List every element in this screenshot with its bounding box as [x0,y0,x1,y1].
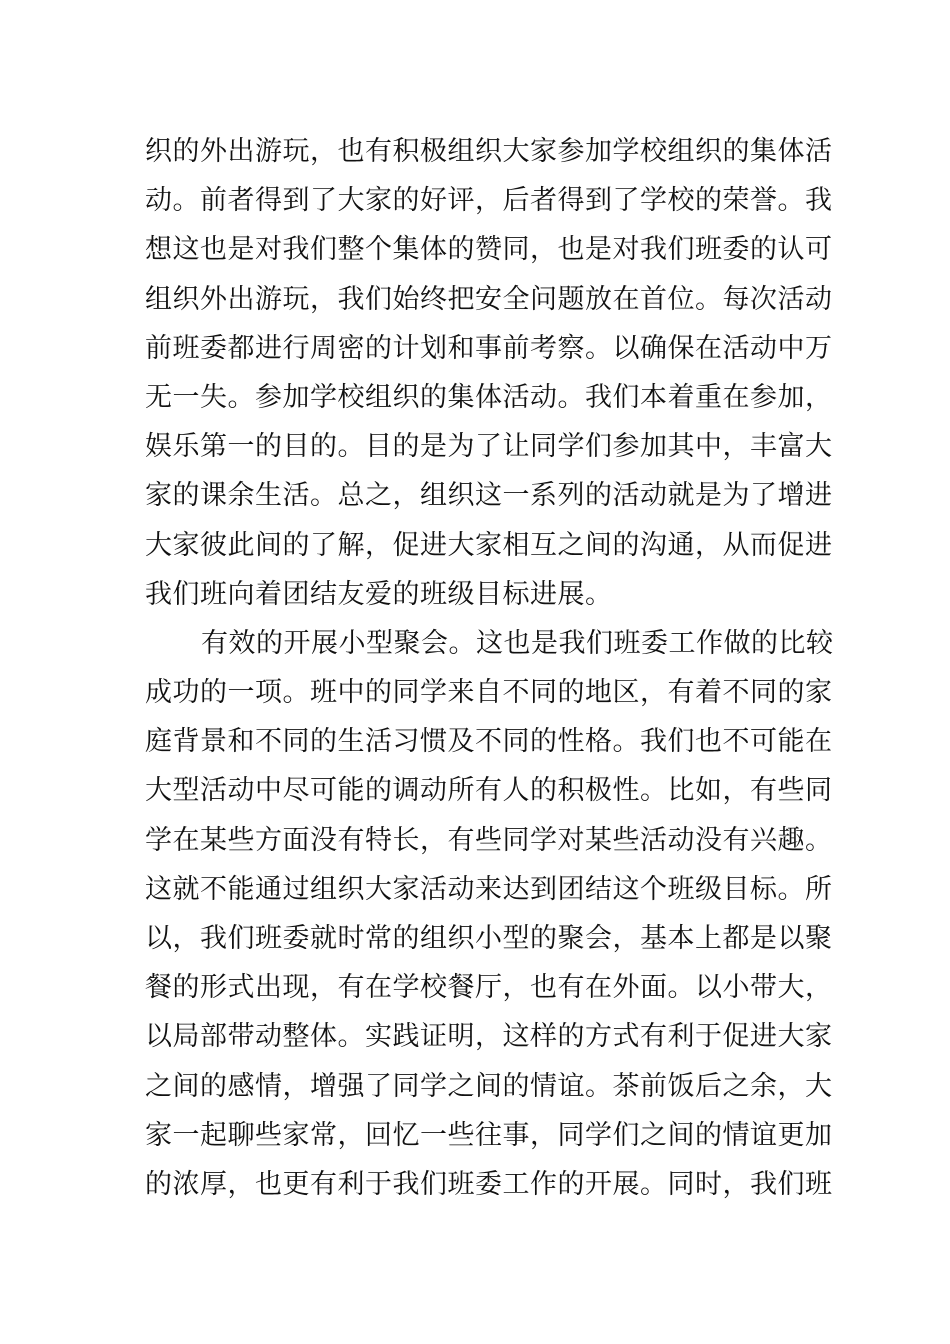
text-line: 娱乐第一的目的。目的是为了让同学们参加其中，丰富大 [145,431,833,463]
text-line: 成功的一项。班中的同学来自不同的地区，有着不同的家 [145,677,833,709]
text-line: 大型活动中尽可能的调动所有人的积极性。比如，有些同 [145,775,833,807]
text-line: 组织外出游玩，我们始终把安全问题放在首位。每次活动 [145,283,833,315]
text-line: 餐的形式出现，有在学校餐厅，也有在外面。以小带大， [145,972,833,1004]
paragraph-first-line: 有效的开展小型聚会。这也是我们班委工作做的比较 [201,627,834,659]
text-line: 想这也是对我们整个集体的赞同，也是对我们班委的认可 [145,234,833,266]
text-line: 的浓厚，也更有利于我们班委工作的开展。同时，我们班 [145,1168,833,1200]
text-line: 大家彼此间的了解，促进大家相互之间的沟通，从而促进 [145,529,833,561]
text-line: 无一失。参加学校组织的集体活动。我们本着重在参加， [145,381,833,413]
text-line: 前班委都进行周密的计划和事前考察。以确保在活动中万 [145,332,833,364]
text-line: 以，我们班委就时常的组织小型的聚会，基本上都是以聚 [145,923,833,954]
text-line: 织的外出游玩，也有积极组织大家参加学校组织的集体活 [145,136,833,167]
text-line: 以局部带动整体。实践证明，这样的方式有利于促进大家 [145,1021,833,1053]
text-line: 家的课余生活。总之，组织这一系列的活动就是为了增进 [145,480,833,512]
text-line: 家一起聊些家常，回忆一些往事，同学们之间的情谊更加 [145,1119,833,1151]
body-text [145,127,834,1209]
text-line: 这就不能通过组织大家活动来达到团结这个班级目标。所 [145,873,833,905]
text-line: 我们班向着团结友爱的班级目标进展。 [145,578,613,610]
text-line: 庭背景和不同的生活习惯及不同的性格。我们也不可能在 [145,726,833,758]
text-line: 动。前者得到了大家的好评，后者得到了学校的荣誉。我 [145,185,833,217]
text-line: 之间的感情，增强了同学之间的情谊。茶前饭后之余，大 [145,1070,833,1102]
text-line: 学在某些方面没有特长，有些同学对某些活动没有兴趣。 [145,824,833,856]
